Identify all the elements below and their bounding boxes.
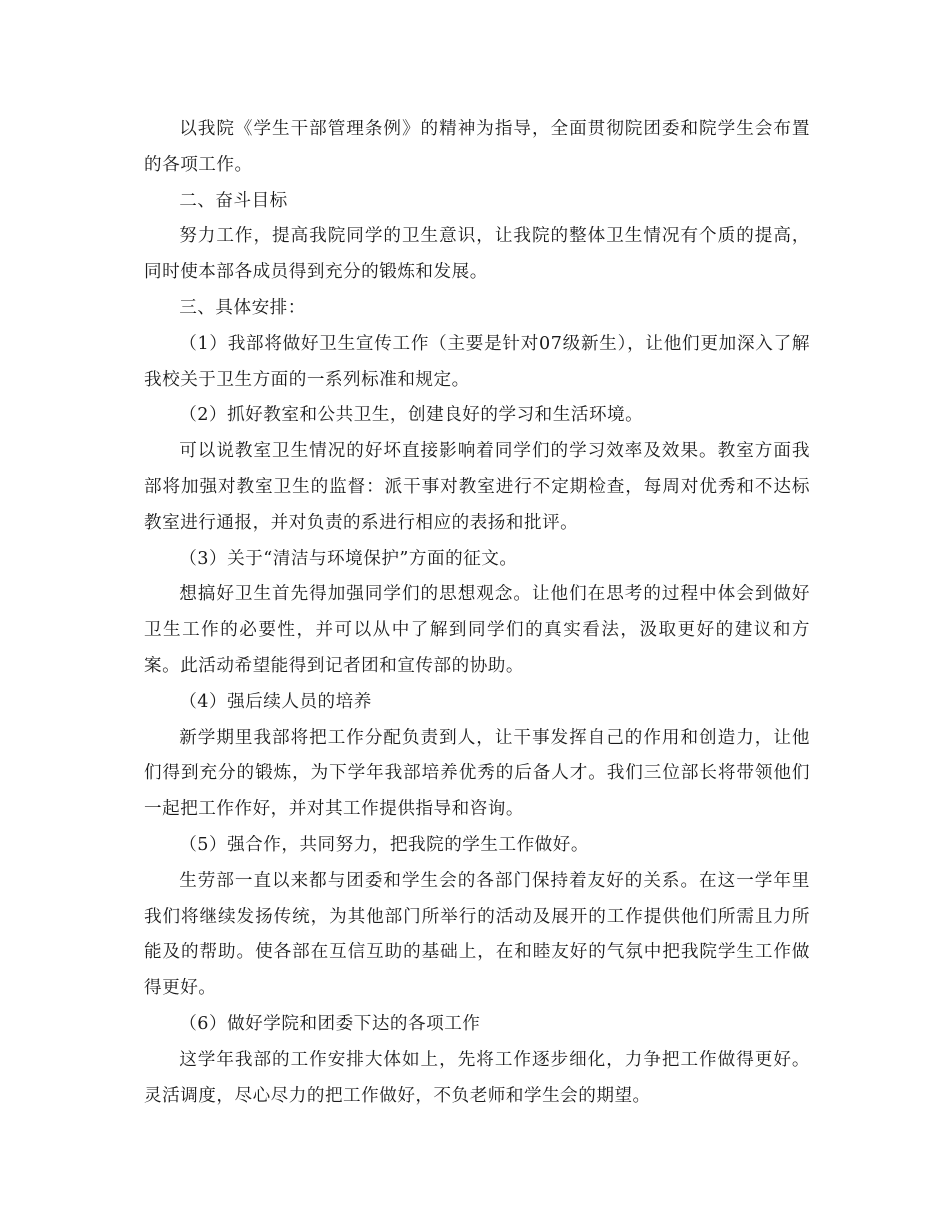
paragraph-staff-training: 新学期里我部将把工作分配负责到人，让干事发挥自己的作用和创造力，让他们得到充分的锻炼，为下学年我部培养优秀的后备人才。我们三位部长将带领他们一起把工作作好，并对其工作提供指导和咨询。 (144, 727, 810, 820)
item-2-classroom-hygiene: （2）抓好教室和公共卫生，创建良好的学习和生活环境。 (179, 405, 644, 426)
paragraph-goals: 努力工作，提高我院同学的卫生意识，让我院的整体卫生情况有个质的提高，同时使本部各成员得到充分的锻炼和发展。 (144, 226, 810, 283)
paragraph-essay-contest: 想搞好卫生首先得加强同学们的思想观念。让他们在思考的过程中体会到做好卫生工作的必要性，并可以从中了解到同学们的真实看法，汲取更好的建议和方案。此活动希望能得到记者团和宣传部的协助。 (144, 584, 810, 676)
document-body (144, 112, 810, 1114)
heading-goals: 二、奋斗目标 (179, 190, 288, 211)
paragraph-conclusion: 这学年我部的工作安排大体如上，先将工作逐步细化，力争把工作做得更好。灵活调度，尽心尽力的把工作做好，不负老师和学生会的期望。 (144, 1049, 810, 1106)
item-4-staff-training: （4）强后续人员的培养 (179, 691, 372, 712)
heading-arrangements: 三、具体安排： (179, 297, 306, 318)
item-6-assigned-tasks: （6）做好学院和团委下达的各项工作 (179, 1013, 481, 1034)
item-5-cooperation: （5）强合作，共同努力，把我院的学生工作做好。 (179, 834, 589, 855)
item-3-essay-contest: （3）关于“清洁与环境保护”方面的征文。 (179, 548, 518, 569)
item-1-publicity: （1）我部将做好卫生宣传工作（主要是针对07级新生），让他们更加深入了解我校关于卫生方面的一系列标准和规定。 (144, 333, 810, 390)
paragraph-guiding-principle: 以我院《学生干部管理条例》的精神为指导，全面贯彻院团委和院学生会布置的各项工作。 (144, 119, 810, 175)
paragraph-classroom-supervision: 可以说教室卫生情况的好坏直接影响着同学们的学习效率及效果。教室方面我部将加强对教室卫生的监督：派干事对教室进行不定期检查，每周对优秀和不达标教室进行通报，并对负责的系进行相应的表扬和批评。 (144, 441, 810, 533)
paragraph-cooperation: 生劳部一直以来都与团委和学生会的各部门保持着友好的关系。在这一学年里我们将继续发扬传统，为其他部门所举行的活动及展开的工作提供他们所需且力所能及的帮助。使各部在互信互助的基础上，在和睦友好的气氛中把我院学生工作做得更好。 (144, 870, 810, 999)
